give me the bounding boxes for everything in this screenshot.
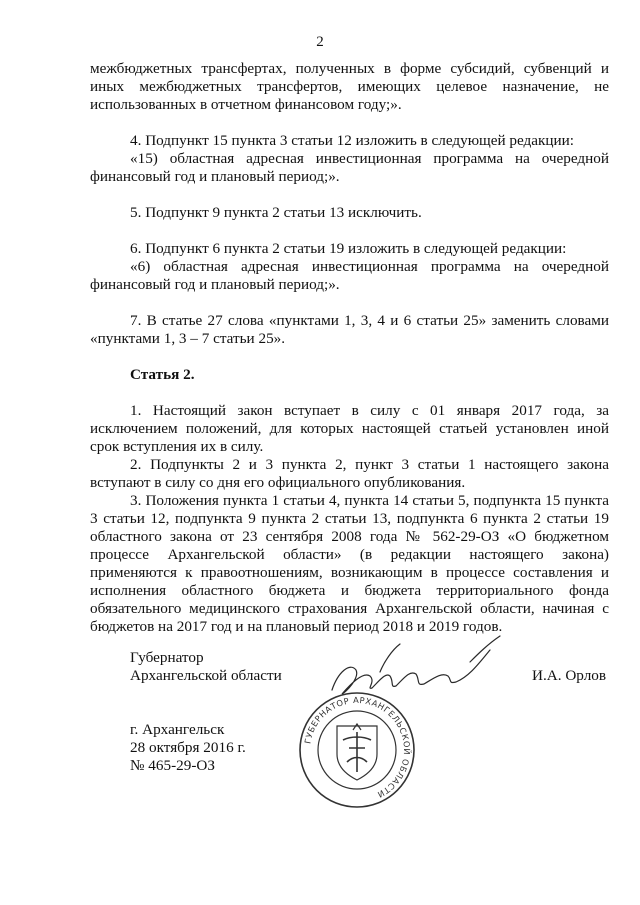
- paragraph-item-5: 5. Подпункт 9 пункта 2 статьи 13 исключить.: [130, 204, 422, 221]
- footer-city: г. Архангельск: [130, 721, 225, 738]
- signatory-name: И.А. Орлов: [532, 667, 607, 684]
- paragraph-continuation: межбюджетных трансфертах, полученных в форме субсидий, субвенций и иных межбюджетных трансфертов, имеющих целевое назначение, не использованных в отчетном финансовом году;».: [90, 60, 609, 113]
- footer-date: 28 октября 2016 г.: [130, 739, 246, 756]
- article-2-heading: Статья 2.: [130, 366, 195, 383]
- footer-law-number: № 465-29-ОЗ: [130, 757, 215, 774]
- article-2-clause-3: 3. Положения пункта 1 статьи 4, пункта 14 статьи 5, подпункта 15 пункта 3 статьи 12, подпункта 9 пункта 2 статьи 13, подпункта 6 пункта 2 статьи 19 областного закона от 23 сентября 2008 года № 562-29-ОЗ «О бюджетном процессе Архангельской области» (в редакции настоящего закона) применяются к правоотношениям, возникающим в процессе составления и исполнения областного бюджета и бюджета территориального фонда обязательного медицинского страхования Архангельской области, начиная с бюджетов на 2017 год и на плановый период 2018 и 2019 годов.: [90, 492, 609, 635]
- article-2-clause-1: 1. Настоящий закон вступает в силу с 01 января 2017 года, за исключением положений, для которых настоящей статьей установлен иной срок вступления их в силу.: [90, 402, 609, 455]
- document-body: [90, 60, 609, 636]
- paragraph-item-7: 7. В статье 27 слова «пунктами 1, 3, 4 и 6 статьи 25» заменить словами «пунктами 1, 3 – 7 статьи 25».: [90, 312, 609, 347]
- page-number: 2: [316, 34, 324, 50]
- document-footer: [130, 721, 246, 775]
- paragraph-item-6: 6. Подпункт 6 пункта 2 статьи 19 изложить в следующей редакции:: [130, 240, 567, 257]
- svg-text:ГУБЕРНАТОР АРХАНГЕЛЬСКОЙ ОБЛАС: ГУБЕРНАТОР АРХАНГЕЛЬСКОЙ ОБЛАСТИ: [302, 694, 413, 801]
- signatory-title-line1: Губернатор: [130, 649, 204, 666]
- article-2-clause-2: 2. Подпункты 2 и 3 пункта 2, пункт 3 статьи 1 настоящего закона вступают в силу со дня его официального опубликования.: [90, 456, 609, 491]
- paragraph-item-4-text: «15) областная адресная инвестиционная программа на очередной финансовый год и плановый период;».: [90, 150, 609, 185]
- official-seal: [297, 690, 417, 810]
- signatory-title-line2: Архангельской области: [130, 667, 282, 684]
- signatory-title: [130, 649, 282, 685]
- paragraph-item-4: 4. Подпункт 15 пункта 3 статьи 12 изложить в следующей редакции:: [130, 132, 574, 149]
- paragraph-item-6-text: «6) областная адресная инвестиционная программа на очередной финансовый год и плановый период;».: [90, 258, 609, 293]
